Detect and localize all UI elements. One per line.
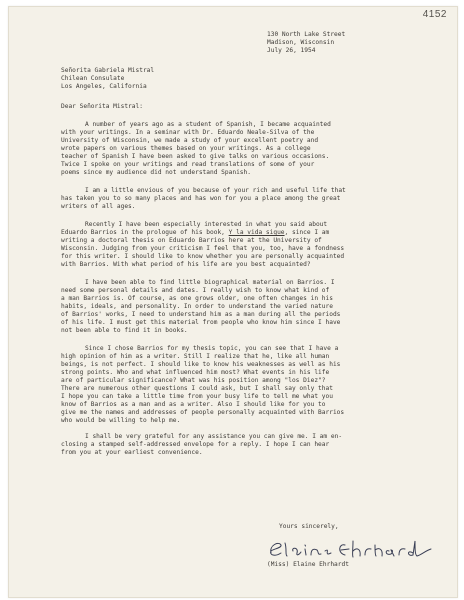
paragraph-line: I hope you can take a little time from your busy life to tell me what you: [61, 393, 333, 400]
paragraph-line: a man Barrios is. Of course, as one grows older, one often changes in his: [61, 295, 333, 302]
paragraph-line-with-title: [61, 229, 441, 237]
paragraph-line: with your writings. In a seminar with Dr. Eduardo Neale-Silva of the: [61, 129, 315, 136]
paragraph-line: I am a little envious of you because of your rich and useful life that: [85, 187, 346, 194]
paragraph-line: Wisconsin. Judging from your criticism I feel that you, too, have a fondness: [61, 245, 345, 252]
sender-city: Madison, Wisconsin: [267, 39, 335, 46]
paragraph-2: [61, 187, 441, 211]
paragraph-5: [61, 345, 441, 425]
paragraph-line: A number of years ago as a student of Spanish, I became acquainted: [85, 121, 331, 128]
paragraph-3: [61, 221, 441, 269]
paragraph-line-part: Eduardo Barrios in the prologue of his book,: [61, 229, 229, 236]
typed-signature-name: (Miss) Elaine Ehrhardt: [267, 561, 349, 568]
paragraph-line: habits, ideals, and personality. In order to understand the varied nature: [61, 303, 333, 310]
book-title: Y la vida sigue: [228, 229, 285, 236]
salutation: Dear Señorita Mistral:: [61, 103, 143, 110]
paragraph-line: Since I chose Barrios for my thesis topic, you can see that I have a: [85, 345, 339, 352]
paragraph-line: University of Wisconsin, we made a study of your excellent poetry and: [61, 137, 319, 144]
paragraph-line: of his life. I must get this material from people who know him since I have: [61, 319, 341, 326]
paragraph-4: [61, 279, 441, 335]
paragraph-line: teacher of Spanish I have been asked to give talks on various occasions.: [61, 153, 330, 160]
paragraph-line: know of Barrios as a man and as a writer. Also I should like for you to: [61, 401, 326, 408]
closing: Yours sincerely,: [279, 523, 339, 530]
handwritten-signature: [265, 535, 435, 563]
paragraph-line: poems since my audience did not understand Spanish.: [61, 169, 251, 176]
paragraph-line: wrote papers on various themes based on your writings. As a college: [61, 145, 311, 152]
paragraph-line: writers of all ages.: [61, 203, 136, 210]
paragraph-line: strong points. Who and what influenced him most? What events in his life: [61, 369, 330, 376]
paragraph-line: beings, is not perfect. I should like to know his weaknesses as well as his: [61, 361, 341, 368]
paragraph-6: [61, 433, 441, 457]
paragraph-line: with Barrios. With what period of his life are you best acquainted?: [61, 261, 311, 268]
recipient-city: Los Angeles, California: [61, 83, 147, 90]
sender-street: 130 North Lake Street: [267, 31, 346, 38]
recipient-org: Chilean Consulate: [61, 75, 125, 82]
paragraph-line: give me the names and addresses of people personally acquainted with Barrios: [61, 409, 345, 416]
recipient-name: Señorita Gabriela Mistral: [61, 67, 155, 74]
paragraph-line: writing a doctoral thesis on Eduardo Barrios here at the University of: [61, 237, 322, 244]
paragraph-line: need some personal details and dates. I really wish to know what kind of: [61, 287, 330, 294]
paragraph-line: who would be willing to help me.: [61, 417, 181, 424]
paragraph-line: has taken you to so many places and has won for you a place among the great: [61, 195, 341, 202]
paragraph-line: for this writer. I should like to know whether you are personally acquainted: [61, 253, 345, 260]
archive-number: 4152: [422, 9, 447, 20]
paragraph-line: are of particular significance? What was his position among "los Diez"?: [61, 377, 326, 384]
paragraph-line: not been able to find it in books.: [61, 327, 188, 334]
paragraph-line: closing a stamped self-addressed envelope for a reply. I hope I can hear: [61, 441, 330, 448]
paragraph-line-part: , since I am: [284, 229, 330, 236]
paragraph-line: from you at your earliest convenience.: [61, 449, 203, 456]
paragraph-line: I have been able to find little biographical material on Barrios. I: [85, 279, 335, 286]
letter-page: [8, 6, 458, 598]
paragraph-1: [61, 121, 441, 177]
paragraph-line: There are numerous other questions I could ask, but I shall say only that: [61, 385, 333, 392]
paragraph-line: Twice I spoke on your writings and read translations of some of your: [61, 161, 315, 168]
paragraph-line: of Barrios' works, I need to understand him as a man during all the periods: [61, 311, 341, 318]
paragraph-line: high opinion of him as a writer. Still I realize that he, like all human: [61, 353, 330, 360]
letter-date: July 26, 1954: [267, 47, 316, 54]
paragraph-line: I shall be very grateful for any assistance you can give me. I am en-: [85, 433, 343, 440]
paragraph-line: Recently I have been especially interested in what you said about: [85, 221, 328, 228]
